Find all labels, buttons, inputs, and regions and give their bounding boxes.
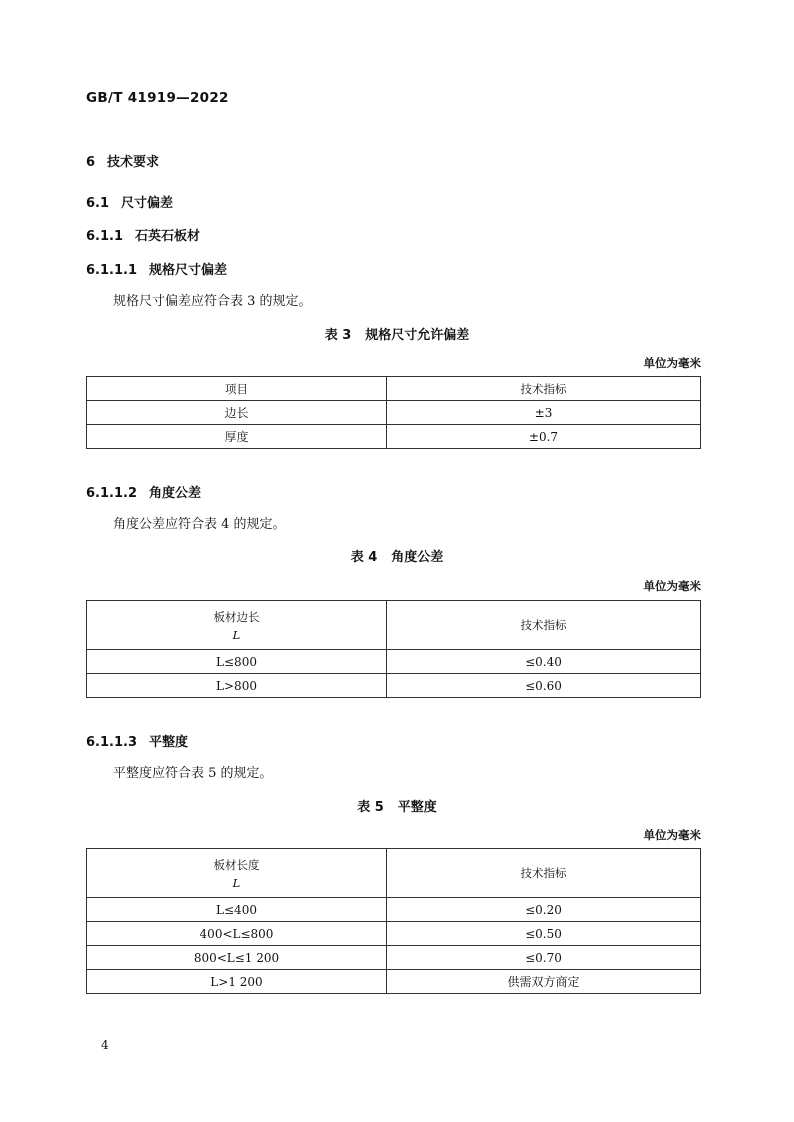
table-row [87, 674, 701, 698]
heading-6-1-1 [86, 225, 200, 244]
heading-6-1-1-1 [86, 259, 227, 278]
table-header-row [87, 377, 701, 401]
header-line-1: 板材长度 [213, 857, 260, 872]
heading-title: 平整度 [149, 735, 189, 750]
table-cell: 供需双方商定 [387, 970, 701, 994]
table-row [87, 922, 701, 946]
table3 [86, 376, 701, 449]
heading-number: 6.1 [86, 196, 110, 211]
table-header-cell [87, 849, 387, 898]
paragraph-6-1-1-2: 角度公差应符合表 4 的规定。 [113, 517, 286, 532]
heading-title: 规格尺寸偏差 [149, 263, 228, 278]
table-header-row [87, 849, 701, 898]
caption-title: 角度公差 [391, 550, 444, 565]
table-cell: ≤0.70 [387, 946, 701, 970]
table-row [87, 946, 701, 970]
table4 [86, 600, 701, 698]
table-row [87, 425, 701, 449]
paragraph-6-1-1-3: 平整度应符合表 5 的规定。 [113, 766, 273, 781]
table-row [87, 401, 701, 425]
table-cell: L>1 200 [87, 970, 387, 994]
heading-6 [86, 151, 159, 170]
document-code: GB/T 41919—2022 [86, 90, 229, 106]
table-cell: L≤400 [87, 898, 387, 922]
table-cell: 800<L≤1 200 [87, 946, 387, 970]
table-header-cell: 技术指标 [387, 377, 701, 401]
table-cell: ≤0.40 [387, 650, 701, 674]
heading-number: 6.1.1.3 [86, 735, 137, 750]
heading-number: 6.1.1.2 [86, 486, 137, 501]
table-cell: ±0.7 [387, 425, 701, 449]
table5-caption [0, 796, 794, 815]
table-header-cell [87, 601, 387, 650]
heading-6-1-1-2 [86, 482, 201, 501]
heading-number: 6.1.1 [86, 229, 124, 244]
table-cell: L>800 [87, 674, 387, 698]
caption-number: 表 3 [324, 328, 352, 343]
table-cell: L≤800 [87, 650, 387, 674]
heading-title: 角度公差 [149, 486, 202, 501]
header-line-2: L [232, 627, 241, 642]
table-cell: 边长 [87, 401, 387, 425]
caption-number: 表 4 [350, 550, 378, 565]
table-cell: ≤0.20 [387, 898, 701, 922]
table-header-row [87, 601, 701, 650]
table-cell: 400<L≤800 [87, 922, 387, 946]
heading-6-1 [86, 192, 173, 211]
caption-title: 平整度 [397, 800, 437, 815]
heading-title: 尺寸偏差 [121, 196, 174, 211]
heading-title: 石英石板材 [135, 229, 201, 244]
table3-unit: 单位为毫米 [643, 356, 701, 370]
header-line-1: 板材边长 [213, 609, 260, 624]
heading-title: 技术要求 [107, 155, 160, 170]
table5 [86, 848, 701, 994]
table5-unit: 单位为毫米 [643, 828, 701, 842]
table-row [87, 650, 701, 674]
table-cell: ≤0.60 [387, 674, 701, 698]
page-number: 4 [101, 1038, 109, 1052]
heading-number: 6 [86, 155, 96, 170]
table-header-cell: 项目 [87, 377, 387, 401]
header-line-2: L [232, 875, 241, 890]
table3-caption [0, 324, 794, 343]
caption-title: 规格尺寸允许偏差 [365, 328, 470, 343]
table-row [87, 970, 701, 994]
paragraph-6-1-1-1: 规格尺寸偏差应符合表 3 的规定。 [113, 294, 312, 309]
table-cell: ±3 [387, 401, 701, 425]
table-header-cell: 技术指标 [387, 849, 701, 898]
table-header-cell: 技术指标 [387, 601, 701, 650]
table-cell: ≤0.50 [387, 922, 701, 946]
heading-6-1-1-3 [86, 731, 188, 750]
table4-unit: 单位为毫米 [643, 579, 701, 593]
table-cell: 厚度 [87, 425, 387, 449]
heading-number: 6.1.1.1 [86, 263, 137, 278]
table4-caption [0, 546, 794, 565]
caption-number: 表 5 [357, 800, 384, 815]
table-row [87, 898, 701, 922]
